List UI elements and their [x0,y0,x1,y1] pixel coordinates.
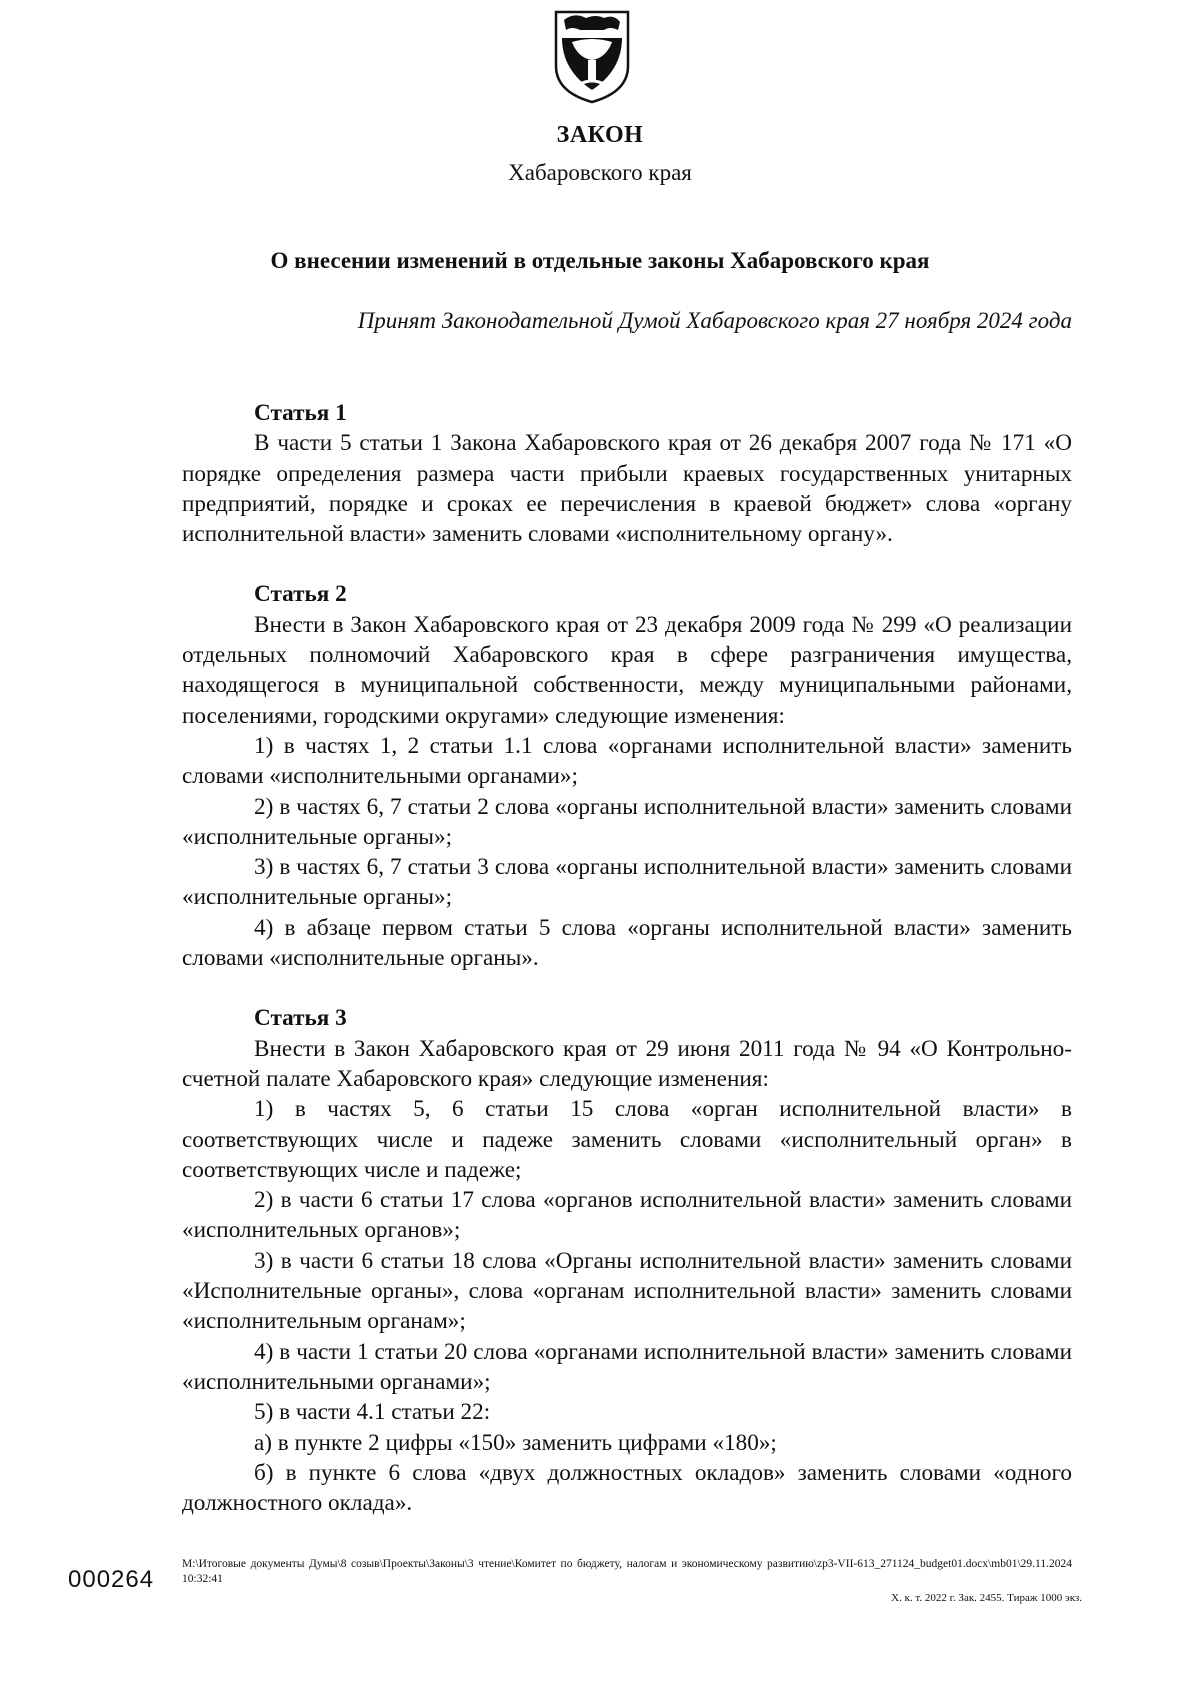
article-paragraph: 1) в частях 1, 2 статьи 1.1 слова «органами исполнительной власти» заменить словами «исполнительными органами»; [182,732,1072,790]
article-1 [182,398,1072,549]
article-heading: Статья 1 [254,400,347,426]
article-2 [182,579,1072,973]
coat-of-arms-icon [550,8,634,104]
article-paragraph: б) в пункте 6 слова «двух должностных окладов» заменить словами «одного должностного оклада». [182,1459,1072,1517]
article-paragraph: 2) в частях 6, 7 статьи 2 слова «органы исполнительной власти» заменить словами «исполнительные органы»; [182,793,1072,850]
document-number: 000264 [68,1566,155,1593]
law-title: ЗАКОН [556,122,644,148]
article-paragraph: Внести в Закон Хабаровского края от 23 декабря 2009 года № 299 «О реализации отдельных полномочий Хабаровского края в сфере разграничения имущества, находящегося в муниципальной собственности, между муниципальными районами, поселениями, городскими округами» следующие изменения: [182,611,1072,729]
article-paragraph: 5) в части 4.1 статьи 22: [254,1399,491,1426]
law-region: Хабаровского края [508,160,692,185]
article-paragraph: 2) в части 6 статьи 17 слова «органов исполнительной власти» заменить словами «исполнительных органов»; [182,1187,1072,1244]
article-paragraph: Внести в Закон Хабаровского края от 29 июня 2011 года № 94 «О Контрольно-счетной палате Хабаровского края» следующие изменения: [182,1035,1072,1092]
article-heading: Статья 3 [254,1005,347,1032]
adoption-note: Принят Законодательной Думой Хабаровского края 27 ноября 2024 года [357,308,1072,333]
file-path: M:\Итоговые документы Думы\8 созыв\Проекты\Законы\3 чтение\Комитет по бюджету, налогам и экономическому развитию\zp3-VII-613_271124_budget01.docx\mb01\29.11.2024 10:32:41 [182,1558,1072,1585]
article-3 [182,1003,1072,1518]
article-paragraph: 3) в части 6 статьи 18 слова «Органы исполнительной власти» заменить словами «Исполнительные органы», слова «органам исполнительной власти» заменить словами «исполнительным органам»; [182,1247,1072,1335]
article-paragraph: В части 5 статьи 1 Закона Хабаровского края от 26 декабря 2007 года № 171 «О порядке определения размера части прибыли краевых государственных унитарных предприятий, порядке и сроках ее перечисления в краевой бюджет» слова «органу исполнительной власти» заменить словами «исполнительному органу». [182,430,1072,548]
article-paragraph: 4) в абзаце первом статьи 5 слова «органы исполнительной власти» заменить словами «исполнительные органы». [182,914,1072,972]
article-heading: Статья 2 [254,581,347,608]
law-subject: О внесении изменений в отдельные законы Хабаровского края [270,248,930,273]
law-body [182,398,1072,1548]
print-info: Х. к. т. 2022 г. Зак. 2455. Тираж 1000 экз. [891,1592,1082,1604]
article-paragraph: 3) в частях 6, 7 статьи 3 слова «органы исполнительной власти» заменить словами «исполнительные органы»; [182,854,1072,911]
article-paragraph: 1) в частях 5, 6 статьи 15 слова «орган исполнительной власти» в соответствующих числе и падеже заменить словами «исполнительный орган» в соответствующих числе и падеже; [182,1096,1072,1183]
article-paragraph: а) в пункте 2 цифры «150» заменить цифрами «180»; [254,1429,777,1456]
article-paragraph: 4) в части 1 статьи 20 слова «органами исполнительной власти» заменить словами «исполнительными органами»; [182,1338,1072,1395]
